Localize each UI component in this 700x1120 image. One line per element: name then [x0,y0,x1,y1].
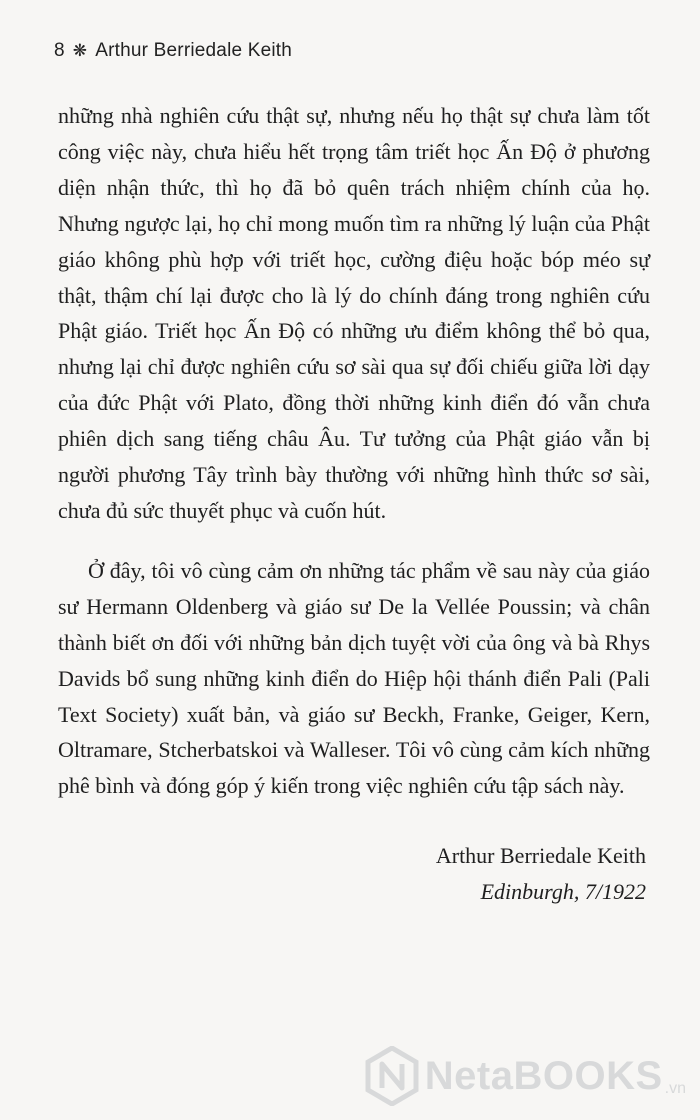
signature-block [436,838,646,910]
running-header [54,40,292,62]
paragraph-1: những nhà nghiên cứu thật sự, nhưng nếu họ thật sự chưa làm tốt công việc này, chưa hiểu hết trọng tâm triết học Ấn Độ ở phương diện nhận thức, thì họ đã bỏ quên trách nhiệm chính của họ. Nhưng ngược lại, họ chỉ mong muốn tìm ra những lý luận của Phật giáo không phù hợp với triết học, cường điệu hoặc bóp méo sự thật, thậm chí lại được cho là lý do chính đáng trong nghiên cứu Phật giáo. Triết học Ấn Độ có những ưu điểm không thể bỏ qua, nhưng lại chỉ được nghiên cứu sơ sài qua sự đối chiếu giữa lời dạy của đức Phật với Plato, đồng thời những kinh điển đó vẫn chưa phiên dịch sang tiếng châu Âu. Tư tưởng của Phật giáo vẫn bị người phương Tây trình bày thường với những hình thức sơ sài, chưa đủ sức thuyết phục và cuốn hút. [58,103,650,523]
watermark [365,1046,686,1106]
paragraph-2: Ở đây, tôi vô cùng cảm ơn những tác phẩm về sau này của giáo sư Hermann Oldenberg và giáo sư De la Vellée Poussin; và chân thành biết ơn đối với những bản dịch tuyệt vời của ông và bà Rhys Davids bổ sung những kinh điển do Hiệp hội thánh điển Pali (Pali Text Society) xuất bản, và giáo sư Beckh, Franke, Geiger, Kern, Oltramare, Stcherbatskoi và Walleser. Tôi vô cùng cảm kích những phê bình và đóng góp ý kiến trong việc nghiên cứu tập sách này. [58,557,650,799]
signature-place-date: Edinburgh, 7/1922 [480,879,646,904]
watermark-tld: .vn [664,1080,686,1097]
watermark-brand: NetaBOOKS [424,1053,663,1098]
body-text [58,98,650,804]
signature-author: Arthur Berriedale Keith [435,843,646,868]
netabooks-logo-icon [365,1046,419,1106]
ornament-separator-icon: ❋ [72,41,88,60]
running-title: Arthur Berriedale Keith [95,40,293,61]
page-number: 8 [54,40,65,61]
